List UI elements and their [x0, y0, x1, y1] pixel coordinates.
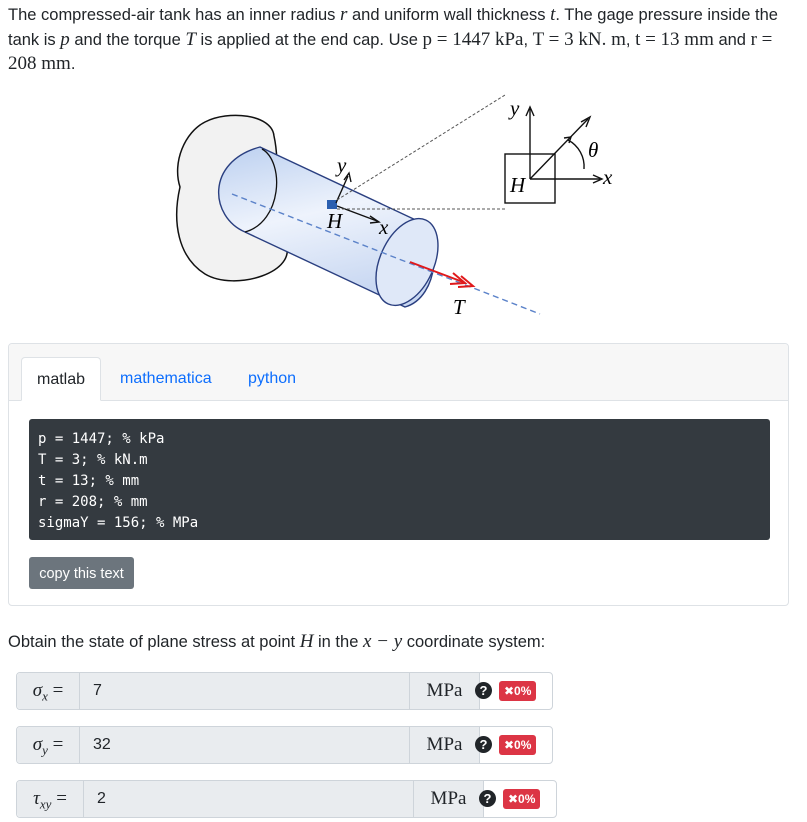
question-text: in the — [313, 633, 363, 651]
code-line: sigmaY = 156; % MPa — [38, 515, 199, 531]
question-text: coordinate system: — [402, 633, 546, 651]
answer-input-sigma-x[interactable]: 7 — [80, 673, 410, 709]
question-system: x − y — [362, 631, 403, 652]
code-line: t = 13; % mm — [38, 473, 140, 489]
answer-input-sigma-y[interactable]: 32 — [80, 727, 410, 763]
rotated-axis-inset — [530, 119, 588, 179]
given-T: T = 3 kN. m — [532, 28, 626, 50]
problem-text: . — [70, 55, 76, 73]
tab-python[interactable]: python — [248, 370, 297, 387]
copy-button[interactable]: copy this text — [29, 557, 134, 589]
answer-row-sigma-x — [16, 672, 553, 710]
answer-subscript: y — [42, 742, 48, 758]
given-p: p = 1447 kPa — [422, 28, 524, 50]
code-line: T = 3; % kN.m — [38, 452, 148, 468]
answer-unit: MPa — [414, 781, 484, 817]
var-r: r — [340, 4, 348, 25]
answer-subscript: xy — [39, 796, 52, 812]
answer-label: $\sigma_y$ = — [17, 727, 80, 763]
answer-row-tau-xy — [16, 780, 557, 818]
status-badge: ✖0% — [499, 735, 536, 755]
label-T: T — [453, 295, 465, 319]
answer-symbol: σ — [32, 734, 43, 755]
answer-input-tau-xy[interactable]: 2 — [84, 781, 414, 817]
var-t: t — [550, 4, 556, 25]
question-prompt — [8, 631, 545, 653]
stress-element-tank — [327, 200, 337, 209]
tab-matlab[interactable]: matlab — [21, 357, 101, 401]
help-icon[interactable]: ? — [479, 790, 496, 807]
problem-text: and the torque — [69, 30, 186, 49]
label-y-tank: y — [337, 153, 347, 177]
label-x-inset: x — [603, 165, 613, 189]
leader-line-1 — [337, 95, 505, 200]
help-icon[interactable]: ? — [475, 682, 492, 699]
theta-arc — [568, 140, 584, 169]
answer-symbol: τ — [33, 788, 40, 809]
answer-unit: MPa — [410, 727, 480, 763]
problem-text: . The gage pressure inside the tank is — [8, 6, 778, 49]
answer-label: $\tau_{xy}$ = — [17, 781, 84, 817]
label-y-inset: y — [510, 96, 520, 120]
answer-unit: MPa — [410, 673, 480, 709]
label-H-tank: H — [327, 209, 343, 233]
answer-label: $\sigma_x$ = — [17, 673, 80, 709]
code-card — [8, 343, 789, 606]
problem-statement: The compressed-air tank has an inner radius r and uniform wall thickness t. The gage pressure inside the tank is p and the torque T is applied at the end cap. Use p = 1447 kPa, T = 3 kN. m, t = 13 mm and r = 208 mm. — [8, 4, 778, 74]
code-line: r = 208; % mm — [38, 494, 148, 510]
problem-text: The compressed-air tank has an inner radius — [8, 6, 340, 24]
label-theta: θ — [588, 138, 599, 162]
code-block — [29, 419, 770, 540]
code-line: p = 1447; % kPa — [38, 431, 165, 447]
answer-row-sigma-y — [16, 726, 553, 764]
given-t: t = 13 mm — [635, 28, 714, 50]
var-p: p — [60, 28, 70, 50]
tab-mathematica[interactable]: mathematica — [120, 370, 212, 387]
question-point: H — [299, 631, 314, 652]
var-T: T — [185, 28, 196, 50]
help-icon[interactable]: ? — [475, 736, 492, 753]
problem-text: and — [713, 30, 751, 49]
language-tabs — [9, 344, 788, 401]
problem-text: is applied at the end cap. Use — [195, 30, 423, 49]
status-badge: ✖0% — [499, 681, 536, 701]
label-H-inset: H — [510, 173, 526, 197]
problem-text: and uniform wall thickness — [347, 6, 551, 24]
torque-arrowhead — [450, 273, 473, 287]
question-text: Obtain the state of plane stress at point — [8, 633, 300, 651]
status-badge: ✖0% — [503, 789, 540, 809]
given-r: r = 208 mm — [8, 28, 773, 74]
answer-subscript: x — [42, 688, 48, 704]
tank-figure — [0, 92, 807, 332]
label-x-tank: x — [379, 215, 389, 239]
answer-symbol: σ — [32, 680, 43, 701]
